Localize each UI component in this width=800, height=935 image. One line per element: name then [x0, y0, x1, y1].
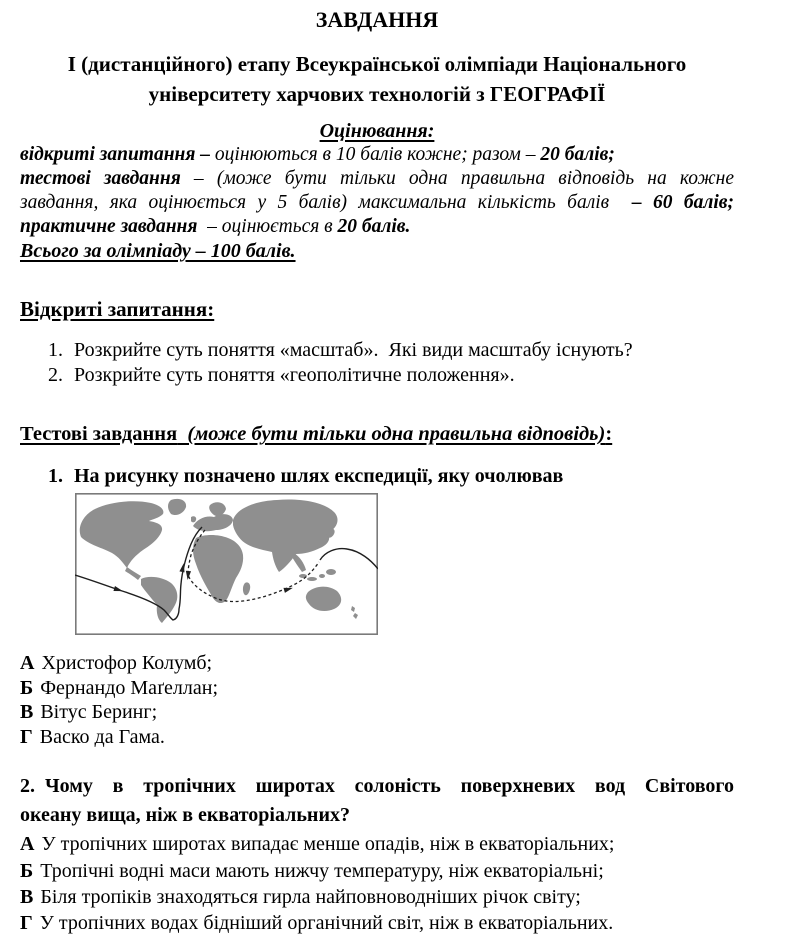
q2-option-b — [20, 858, 734, 884]
grading-line-practical: практичне завдання – оцінюється в 20 балів. — [20, 216, 411, 237]
question-2-title — [20, 772, 734, 830]
q2-option-g — [20, 910, 734, 935]
item-text: Розкрийте суть поняття «геополітичне положення». — [74, 364, 515, 386]
item-number: 2. — [48, 364, 63, 386]
grading-total: Всього за олімпіаду – 100 балів. — [20, 240, 296, 262]
grading-line-tests-1: тестові завдання – (може бути тільки одна правильна відповідь на кожне — [20, 168, 734, 189]
tests-heading-note: (може бути тільки одна правильна відповідь) — [177, 423, 606, 445]
option-text: Тропічні водні маси мають нижчу температуру, ніж екваторіальні; — [40, 859, 604, 882]
q1-option-a — [20, 651, 734, 676]
option-text: У тропічних широтах випадає менше опадів, ніж в екваторіальних; — [41, 833, 615, 856]
grading-line-tests-2: завдання, яка оцінюється у 5 балів) максимальна кількість балів – 60 балів; — [20, 192, 734, 213]
question-text: Чому в тропічних широтах солоність поверхневих вод Світового — [45, 775, 734, 798]
tests-heading: Тестові завдання (може бути тільки одна правильна відповідь): — [20, 423, 613, 445]
indonesia-island — [319, 574, 325, 578]
option-letter: А — [20, 833, 35, 856]
option-text: Біля тропіків знаходяться гирла найповноводніших річок світу; — [40, 885, 581, 908]
question-number: 2. — [20, 775, 35, 798]
option-letter: В — [20, 701, 34, 724]
world-map — [75, 493, 378, 635]
option-text: Васко да Гама. — [39, 725, 165, 748]
question-1-title — [48, 464, 734, 489]
option-text: У тропічних водах бідніший органічний світ, ніж в екваторіальних. — [39, 911, 614, 934]
option-text: Фернандо Маґеллан; — [40, 676, 219, 699]
question-2-line-2: океану вища, ніж в екваторіальних? — [20, 804, 350, 827]
option-text: Вітус Беринг; — [40, 701, 158, 724]
grading-line-open-questions: відкриті запитання – оцінюються в 10 балів кожне; разом – 20 балів; — [20, 144, 615, 165]
option-letter: Б — [20, 859, 34, 882]
option-letter: Г — [20, 725, 33, 748]
open-question-2 — [48, 363, 734, 388]
item-number: 1. — [48, 339, 63, 361]
subtitle-line-2: університету харчових технологій з ГЕОГРАФІЇ — [148, 82, 606, 106]
item-text: Розкрийте суть поняття «масштаб». Які види масштабу існують? — [74, 339, 633, 361]
question-2-line-1 — [20, 772, 734, 801]
q1-option-b — [20, 676, 734, 701]
question-2-options — [20, 831, 734, 935]
open-questions-list — [20, 338, 734, 388]
q2-option-a — [20, 831, 734, 857]
q1-option-g — [20, 725, 734, 750]
open-question-1 — [48, 338, 734, 363]
question-1-options — [20, 651, 734, 749]
q1-option-v — [20, 700, 734, 725]
expedition-route-map-image — [75, 493, 378, 635]
option-letter: А — [20, 652, 35, 674]
subtitle-line-1: І (дистанційного) етапу Всеукраїнської олімпіади Національного — [67, 52, 687, 76]
option-letter: Г — [20, 911, 33, 934]
q2-option-v — [20, 884, 734, 910]
question-number: 1. — [48, 465, 63, 487]
new-guinea — [326, 569, 336, 575]
indonesia-island — [307, 577, 317, 581]
option-text: Христофор Колумб; — [41, 652, 213, 674]
document-subtitle — [20, 49, 734, 109]
grading-rules — [20, 143, 734, 239]
page-title: ЗАВДАННЯ — [315, 7, 439, 32]
option-letter: Б — [20, 676, 34, 699]
open-questions-heading: Відкриті запитання: — [20, 297, 215, 321]
grading-heading: Оцінювання: — [319, 120, 435, 142]
question-text: На рисунку позначено шлях експедиції, яку очолював — [74, 465, 564, 487]
option-letter: В — [20, 885, 34, 908]
